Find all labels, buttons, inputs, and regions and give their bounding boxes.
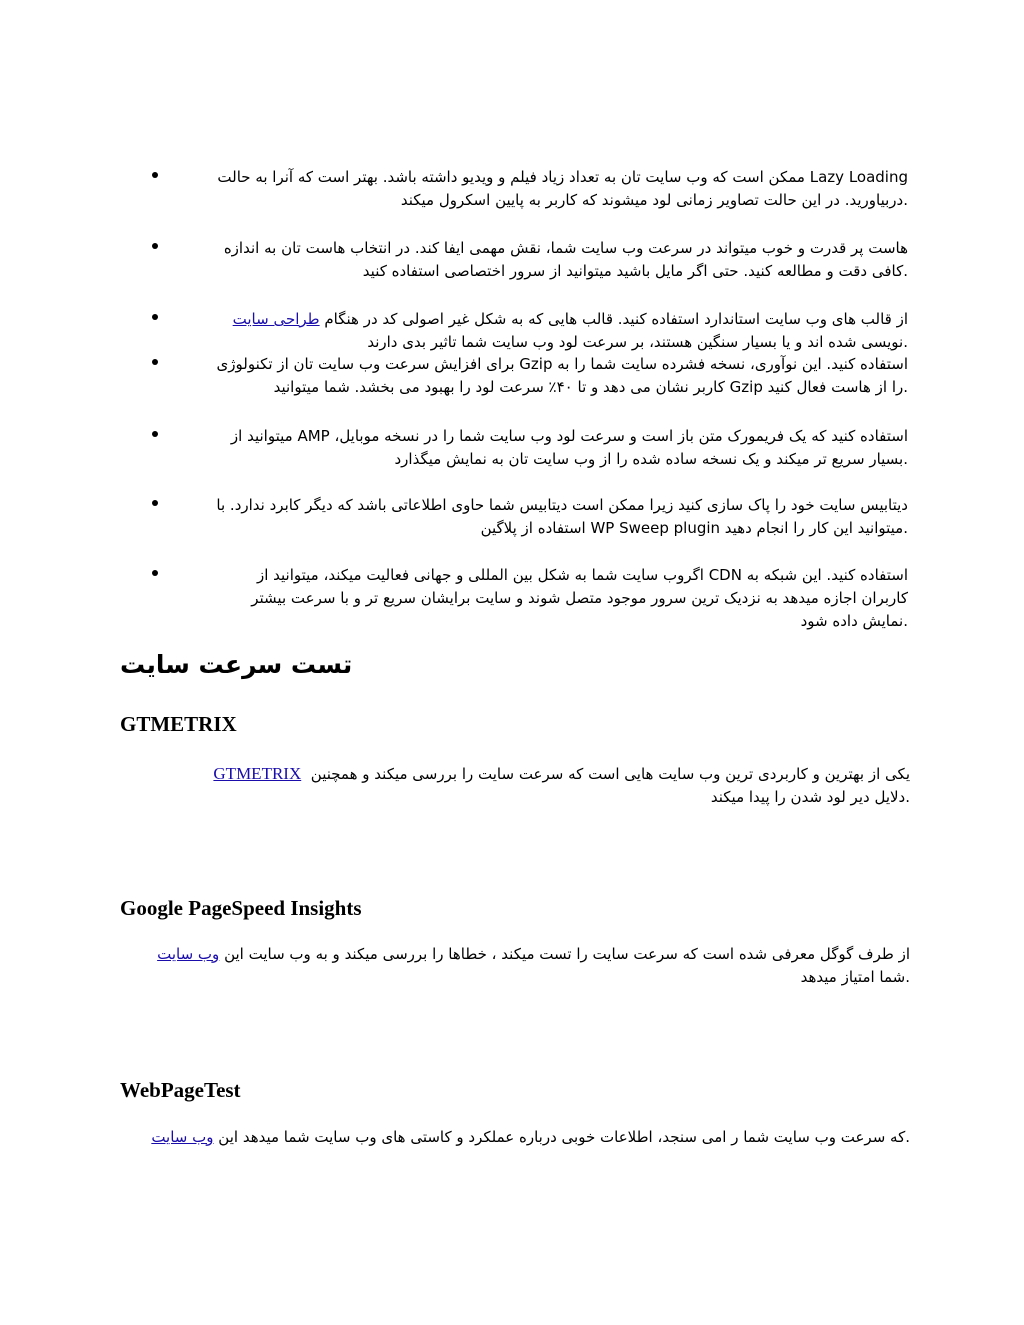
heading-gtmetrix: GTMETRIX [120,712,237,736]
paragraph-gtmetrix: یکی از بهترین و کاربردی ترین وب سایت هایی است که سرعت سایت را بررسی میکند و همچنین GTMETRIX .دلایل دیر لود شدن را پیدا میکند [213,764,910,806]
section-heading-speed-test: تست سرعت سایت [120,650,353,679]
list-item-line: .دربیاورید. در این حالت تصاویر زمانی لود میشوند که کاربر به پایین اسکرول میکند [400,191,908,209]
list-item-line: استفاده کنید که یک فریمورک متن باز است و سرعت لود وب سایت شما را در نسخه موبایل، AMP میتوانید از [230,427,908,445]
gtmetrix-link[interactable]: GTMETRIX [213,764,302,783]
list-item-line: از قالب های وب سایت استاندارد استفاده کنید. قالب هایی که به شکل غیر اصولی کد در هنگام طراحی سایت [232,310,908,328]
list-item-line: Lazy Loading ممکن است که وب سایت تان به تعداد زیاد فیلم و ویدیو داشته باشد. بهتر است که آنرا به حالت [217,168,908,186]
list-item-line: دیتابیس سایت خود را پاک سازی کنید زیرا ممکن است دیتابیس شما حاوی اطلاعاتی باشد که دیگر کابرد ندارد. با [216,496,908,514]
bullet-icon [152,359,158,365]
list-item-line: .نویسی شده اند و یا بسیار سنگین هستند، بر سرعت لود وب سایت شما تاثیر بدی دارند [367,333,908,351]
list-item-line: .بسیار سریع تر میکند و یک نسخه ساده شده را از وب سایت تان به نمایش میگذارد [394,450,908,468]
bullet-icon [152,570,158,576]
bullet-icon [152,500,158,506]
heading-pagespeed: Google PageSpeed Insights [120,896,362,920]
bullet-icon [152,314,158,320]
list-item-line: .را از هاست فعال کنید Gzip کاربر نشان می دهد و تا ۴۰٪ سرعت لود را بهبود می بخشد. شما میتوانید [273,378,908,396]
list-item-line: استفاده کنید. این نوآوری، نسخه فشرده سایت شما را به Gzip برای افزایش سرعت وب سایت تان از تکنولوژی [216,355,908,373]
list-item-line: .میتوانید این کار را انجام دهید WP Sweep plugin استفاده از پلاگین [480,519,908,537]
bullet-icon [152,243,158,249]
bullet-icon [152,172,158,178]
list-item-line: .نمایش داده شود [800,612,908,630]
paragraph-pagespeed: از طرف گوگل معرفی شده است که سرعت سایت را تست میکند ، خطاها را بررسی میکند و به وب سایت این وب سایت .شما امتیاز میدهد [157,945,910,986]
paragraph-webpagetest: .که سرعت وب سایت شما ر امی سنجد، اطلاعات خوبی درباره عملکرد و کاستی های وب سایت شما میدهد این وب سایت [151,1128,910,1146]
website-link[interactable]: وب سایت [151,1128,214,1146]
website-link[interactable]: وب سایت [157,945,220,963]
list-item-line: استفاده کنید. این شبکه به CDN اگروب سایت شما به شکل بین المللی و جهانی فعالیت میکند، میتوانید از [256,566,908,584]
list-item-line: هاست پر قدرت و خوب میتواند در سرعت وب سایت شما، نقش مهمی ایفا کند. در انتخاب هاست تان به اندازه [223,239,908,257]
site-design-link[interactable]: طراحی سایت [232,310,320,328]
bullet-icon [152,431,158,437]
heading-webpagetest: WebPageTest [120,1078,241,1102]
list-item-line: کاربران اجازه میدهد به نزدیک ترین سرور موجود متصل شوند و سایت برایشان سریع تر و با سرعت بیشتر [251,589,908,607]
list-item-line: .کافی دقت و مطالعه کنید. حتی اگر مایل باشید میتوانید از سرور اختصاصی استفاده کنید [362,262,908,280]
